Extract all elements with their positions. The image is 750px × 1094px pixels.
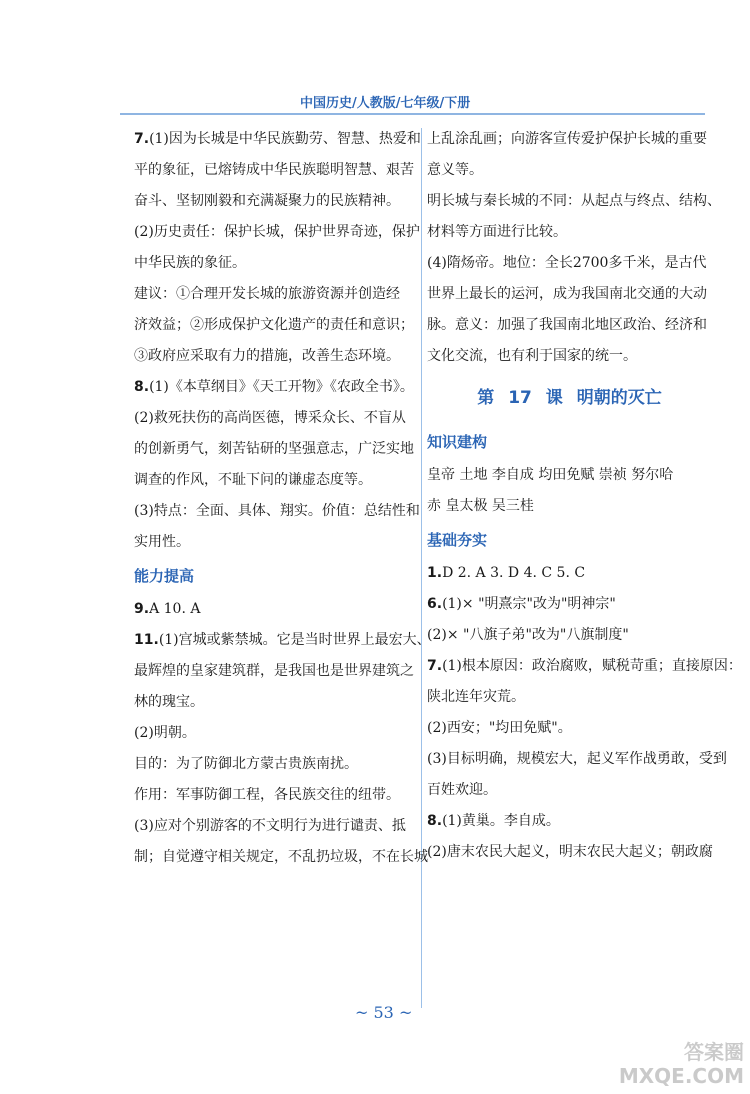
answer-line [427,620,712,651]
answer-line [134,434,414,465]
answer-text: (1)黄巢。李自成。 [442,813,560,829]
answer-text: (2)唐末农民大起义，明末农民大起义；朝政腐 [427,844,713,860]
answer-text: (2)明朝。 [134,725,196,741]
answer-line [427,744,727,775]
answer-text: 作用：军事防御工程，各民族交往的纽带。 [134,787,400,803]
answer-line [134,527,414,558]
answer-line [134,155,414,186]
answer-text: 中华民族的象征。 [134,255,246,271]
answer-text: 调查的作风，不耻下问的谦虚态度等。 [134,472,372,488]
answer-text: 实用性。 [134,534,190,550]
column-divider [421,128,422,1008]
page-number: ~ 53 ~ [355,1003,413,1022]
watermark-url: MXQE.COM [618,1064,744,1088]
answer-text: 赤 皇太极 吴三桂 [427,498,534,514]
answer-line [134,718,414,749]
answer-line [134,625,431,656]
answer-line [134,248,414,279]
answer-text: 的创新勇气，刻苦钻研的坚强意志，广泛实地 [134,441,414,457]
answer-text: (1)因为长城是中华民族勤劳、智慧、热爱和 [149,131,421,147]
answer-text: D 2. A 3. D 4. C 5. C [442,565,586,581]
answer-text: 林的瑰宝。 [134,694,204,710]
answer-text: (1)宫城或紫禁城。它是当时世界上最宏大、 [158,632,431,648]
page-header: 中国历史/人教版/七年级/下册 [300,96,471,111]
answer-text: 材料等方面进行比较。 [427,224,567,240]
answer-line [427,651,742,682]
left-column [134,124,431,873]
answer-text: 皇帝 土地 李自成 均田免赋 崇祯 努尔哈 [427,467,674,483]
answer-text: 意义等。 [427,162,483,178]
answer-line [134,842,428,873]
lesson-title: 第 17 课 明朝的灭亡 [477,388,662,408]
question-number: 9. [134,601,150,617]
answer-text: 文化交流，也有利于国家的统一。 [427,348,637,364]
answer-text: 济效益；②形成保护文化遗产的责任和意识； [134,317,414,333]
answer-line [427,806,712,837]
answer-line [134,341,414,372]
answer-text: 平的象征，已熔铸成中华民族聪明智慧、艰苦 [134,162,414,178]
answer-line [427,155,712,186]
answer-line [134,780,414,811]
answer-line [427,558,712,589]
section-heading: 知识建构 [427,433,488,451]
answer-line [134,594,414,625]
answer-line [134,186,414,217]
answer-line [134,372,414,403]
answer-text: (2)× "八旗子弟"改为"八旗制度" [427,627,629,643]
answer-line [427,713,712,744]
answer-line [134,496,420,527]
answer-line [427,310,712,341]
answer-line [427,837,712,868]
answer-text: 建议：①合理开发长城的旅游资源并创造经 [134,286,400,302]
answer-line [427,775,712,806]
answer-text: 上乱涂乱画；向游客宣传爱护保护长城的重要 [427,131,707,147]
answer-line [427,186,721,217]
answer-text: (2)历史责任：保护长城，保护世界奇迹，保护 [134,224,420,240]
answer-line [134,310,414,341]
answer-text: (1)《本草纲目》《天工开物》《农政全书》。 [149,379,414,395]
answer-text: (1)× "明熹宗"改为"明神宗" [442,596,616,612]
watermark-logo [619,1040,744,1088]
answer-text: 百姓欢迎。 [427,782,497,798]
question-number: 6. [427,596,443,612]
answer-text: (4)隋炀帝。地位：全长2700多千米，是古代 [427,255,707,271]
answer-line [427,682,712,713]
answer-text: 目的：为了防御北方蒙古贵族南扰。 [134,756,358,772]
section-heading: 能力提高 [134,567,195,585]
question-number: 1. [427,565,443,581]
answer-line [134,279,414,310]
right-column [427,124,742,868]
question-number: 11. [134,632,159,648]
answer-line [427,460,712,491]
answer-text: 明长城与秦长城的不同：从起点与终点、结构、 [427,193,721,209]
answer-line [427,341,712,372]
header-rule [120,113,705,115]
answer-line [427,217,712,248]
answer-line [427,491,712,522]
question-number: 8. [134,379,150,395]
answer-text: 最辉煌的皇家建筑群，是我国也是世界建筑之 [134,663,414,679]
answer-text: (3)目标明确，规模宏大，起义军作战勇敢，受到 [427,751,727,767]
answer-text: (2)西安；"均田免赋"。 [427,720,572,736]
answer-line [134,124,421,155]
answer-text: 陕北连年灾荒。 [427,689,525,705]
answer-text: (1)根本原因：政治腐败，赋税苛重；直接原因： [442,658,742,674]
question-number: 7. [134,131,150,147]
answer-text: ③政府应采取有力的措施，改善生态环境。 [134,348,400,364]
answer-line [427,279,712,310]
answer-line [427,124,712,155]
answer-text: (3)特点：全面、具体、翔实。价值：总结性和 [134,503,420,519]
answer-line [134,749,414,780]
answer-text: (2)救死扶伤的高尚医德，博采众长、不盲从 [134,410,406,426]
answer-text: (3)应对个别游客的不文明行为进行谴责、抵 [134,818,406,834]
answer-text: 脉。意义：加强了我国南北地区政治、经济和 [427,317,707,333]
answer-line [134,656,414,687]
answer-line [134,403,414,434]
question-number: 8. [427,813,443,829]
answer-text: 世界上最长的运河，成为我国南北交通的大动 [427,286,707,302]
watermark-text: 答案圈 [684,1040,744,1064]
answer-line [427,248,712,279]
answer-line [134,465,414,496]
section-heading: 基础夯实 [427,531,488,549]
answer-text: 奋斗、坚韧刚毅和充满凝聚力的民族精神。 [134,193,400,209]
answer-line [427,589,712,620]
answer-text: A 10. A [149,601,201,617]
answer-line [134,811,414,842]
answer-line [134,217,420,248]
question-number: 7. [427,658,443,674]
answer-text: 制；自觉遵守相关规定，不乱扔垃圾，不在长城 [134,849,428,865]
answer-line [134,687,414,718]
